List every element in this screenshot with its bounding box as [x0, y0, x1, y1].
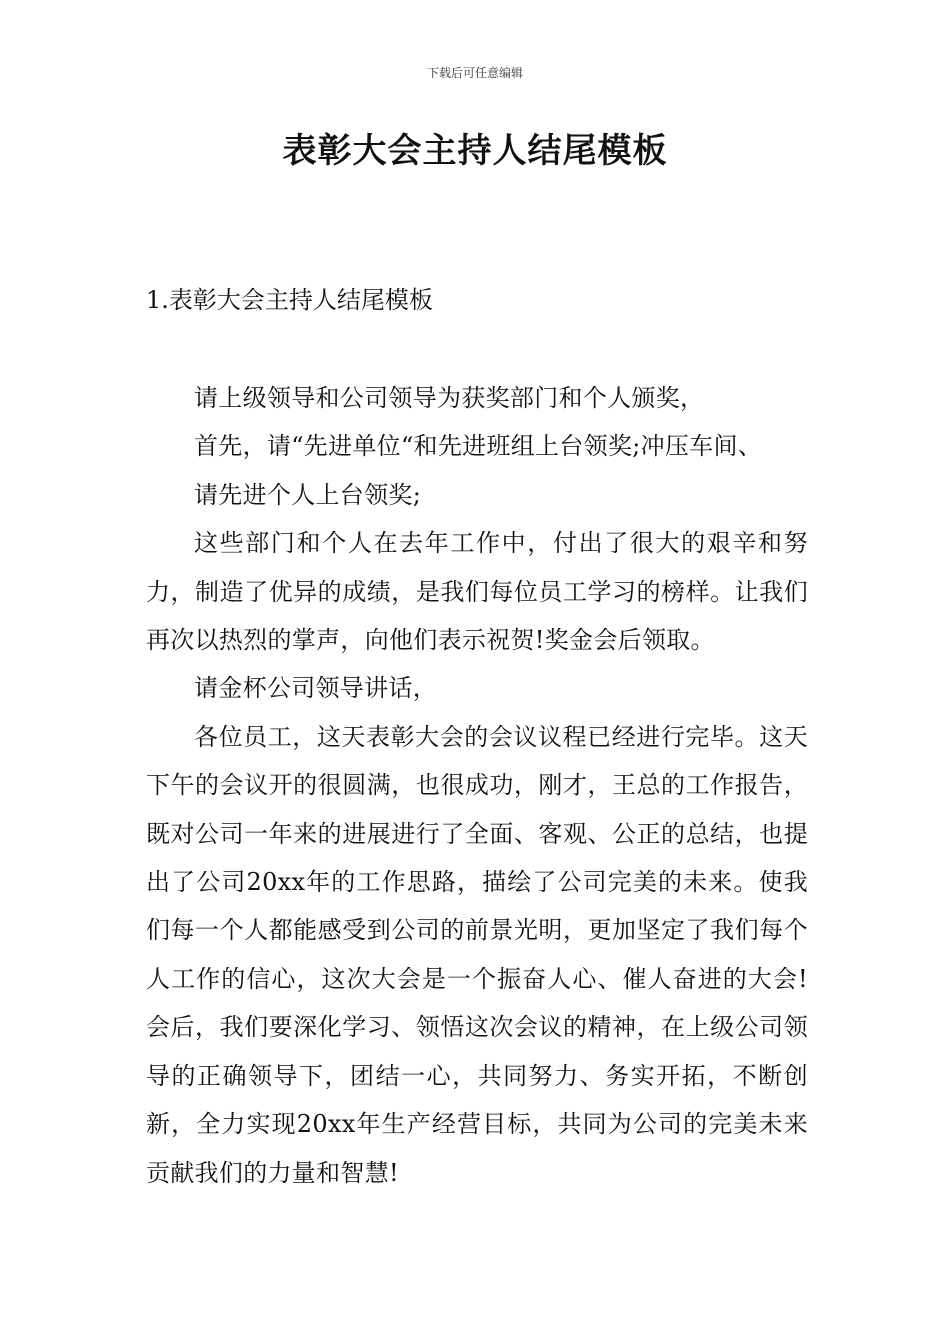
paragraph: 请先进个人上台领奖; — [194, 480, 422, 509]
section-heading: 1.表彰大会主持人结尾模板 — [146, 286, 433, 314]
paragraph: 请上级领导和公司领导为获奖部门和个人颁奖， — [194, 384, 705, 412]
paragraph: 请金杯公司领导讲话， — [194, 674, 437, 703]
paragraph: 各位员工，这天表彰大会的会议议程已经进行完毕。这天下午的会议开的很圆满，也很成功，刚才，王总的工作报告，既对公司一年来的进展进行了全面、客观、公正的总结，也提出了公司20xx年的工作思路，描绘了公司完美的未来。使我们每一个人都能感受到公司的前景光明，更加坚定了我们每个人工作的信心，这次大会是一个振奋人心、催人奋进的大会!会后，我们要深化学习、领悟这次会议的精神，在上级公司领导的正确领导下，团结一心，共同努力、务实开拓，不断创新，全力实现20xx年生产经营目标，共同为公司的完美未来贡献我们的力量和智慧! — [146, 722, 808, 1187]
paragraph: 这些部门和个人在去年工作中，付出了很大的艰辛和努力，制造了优异的成绩，是我们每位员工学习的榜样。让我们再次以热烈的掌声，向他们表示祝贺!奖金会后领取。 — [146, 529, 808, 655]
header-note: 下载后可任意编辑 — [426, 66, 523, 80]
document-body — [146, 374, 808, 1197]
paragraph: 首先，请“先进单位“和先进班组上台领奖;冲压车间、 — [194, 432, 763, 461]
document-title: 表彰大会主持人结尾模板 — [282, 131, 668, 171]
